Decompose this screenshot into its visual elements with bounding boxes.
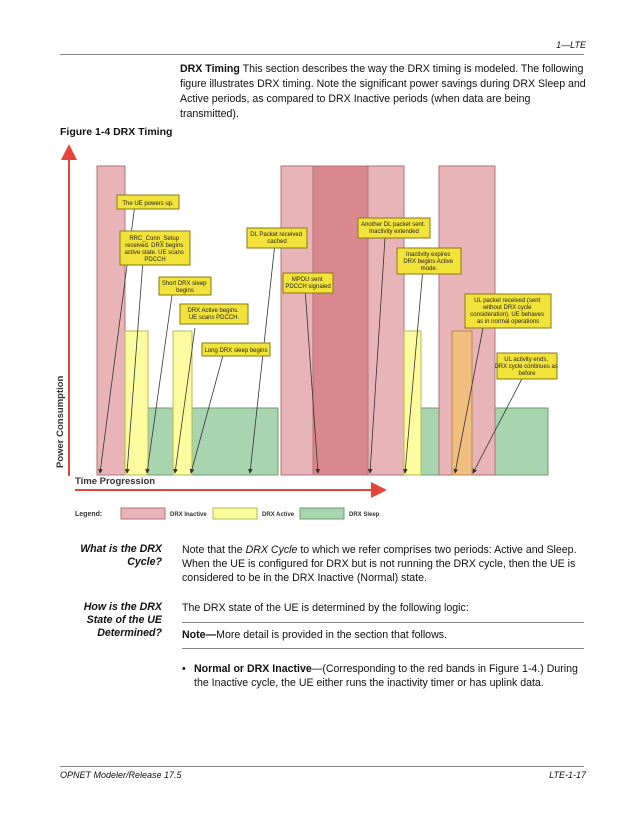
active-band bbox=[173, 331, 192, 475]
note-text: More detail is provided in the section that follows. bbox=[216, 629, 447, 641]
legend-swatch-inactive bbox=[121, 508, 165, 519]
legend-swatch-active bbox=[213, 508, 257, 519]
callout-mpdu: MPDU sent PDCCH signaled bbox=[285, 277, 331, 290]
footer-rule bbox=[60, 766, 584, 767]
note-rule-bottom bbox=[182, 648, 584, 649]
header-rule bbox=[60, 54, 584, 55]
drx-state-paragraph: The DRX state of the UE is determined by the following logic: bbox=[182, 602, 469, 614]
intro-heading: DRX Timing bbox=[180, 63, 240, 75]
running-header: 1—LTE bbox=[556, 40, 586, 50]
legend-swatch-sleep bbox=[300, 508, 344, 519]
callout-ul-packet: UL packet received (sent without DRX cycle consideration). UE behaves as in normal operations bbox=[470, 298, 545, 325]
side-heading-drx-state: How is the DRX State of the UE Determined? bbox=[83, 601, 162, 639]
figure-caption: Figure 1-4 DRX Timing bbox=[60, 126, 173, 138]
x-axis-label: Time Progression bbox=[75, 476, 156, 487]
legend-title: Legend: bbox=[75, 511, 103, 518]
callout-drx-active: DRX Active begins. UE scans PDCCH. bbox=[187, 308, 240, 321]
footer-left: OPNET Modeler/Release 17.5 bbox=[60, 770, 182, 780]
inactive-band bbox=[97, 166, 125, 475]
intro-paragraph bbox=[180, 62, 590, 122]
note-label: Note— bbox=[182, 629, 217, 641]
drx-cycle-paragraph: Note that the DRX Cycle to which we refer comprises two periods: Active and Sleep. When the UE is configured for DRX but is not running the DRX cycle, then the UE is considered to be in the DRX Inactive (Normal) state. bbox=[182, 544, 577, 584]
note-rule-top bbox=[182, 622, 584, 623]
callout-another-dl: Another DL packet sent. Inactivity extended bbox=[361, 222, 426, 235]
inactive-band bbox=[281, 166, 313, 475]
note bbox=[182, 629, 584, 641]
inactive-band bbox=[368, 166, 404, 475]
callout-rrc-setup: RRC_Conn_Setup received. DRX begins active state. UE scans PDCCH bbox=[124, 236, 184, 263]
side-heading-drx-cycle: What is the DRX Cycle? bbox=[80, 543, 162, 568]
drx-timing-figure bbox=[55, 138, 560, 533]
bullet-label: Normal or DRX Inactive bbox=[194, 663, 312, 675]
legend-label-inactive: DRX Inactive bbox=[170, 512, 207, 518]
callout-short-drx: Short DRX sleep begins bbox=[161, 281, 207, 294]
legend bbox=[75, 508, 380, 519]
intro-text: This section describes the way the DRX timing is modeled. The following figure illustrates DRX timing. Note the significant power savings during DRX Sleep and Active periods, as compared to DRX Inactive periods (when data are being transmitted). bbox=[180, 63, 586, 120]
inactive-band bbox=[313, 166, 368, 475]
legend-label-sleep: DRX Sleep bbox=[349, 512, 380, 518]
callout-dl-packet: DL Packet received cached bbox=[250, 232, 303, 245]
footer-right: LTE-1-17 bbox=[549, 770, 586, 780]
bullet-text: —(Corresponding to the red bands in Figure 1-4.) During the Inactive cycle, the UE either runs the inactivity timer or has uplink data. bbox=[194, 663, 578, 689]
sleep-band bbox=[148, 408, 278, 475]
callout-powers-up: The UE powers up. bbox=[122, 201, 174, 207]
callout-long-drx: Long DRX sleep begins bbox=[204, 348, 268, 354]
active-band bbox=[452, 331, 472, 475]
callout-ul-ends: UL activity ends, DRX cycle continues as before bbox=[494, 357, 558, 377]
callout-inactivity-expires: Inactivity expires DRX begins Active mode. bbox=[403, 252, 454, 272]
legend-label-active: DRX Active bbox=[262, 512, 295, 518]
y-axis-label: Power Consumption bbox=[55, 375, 66, 468]
